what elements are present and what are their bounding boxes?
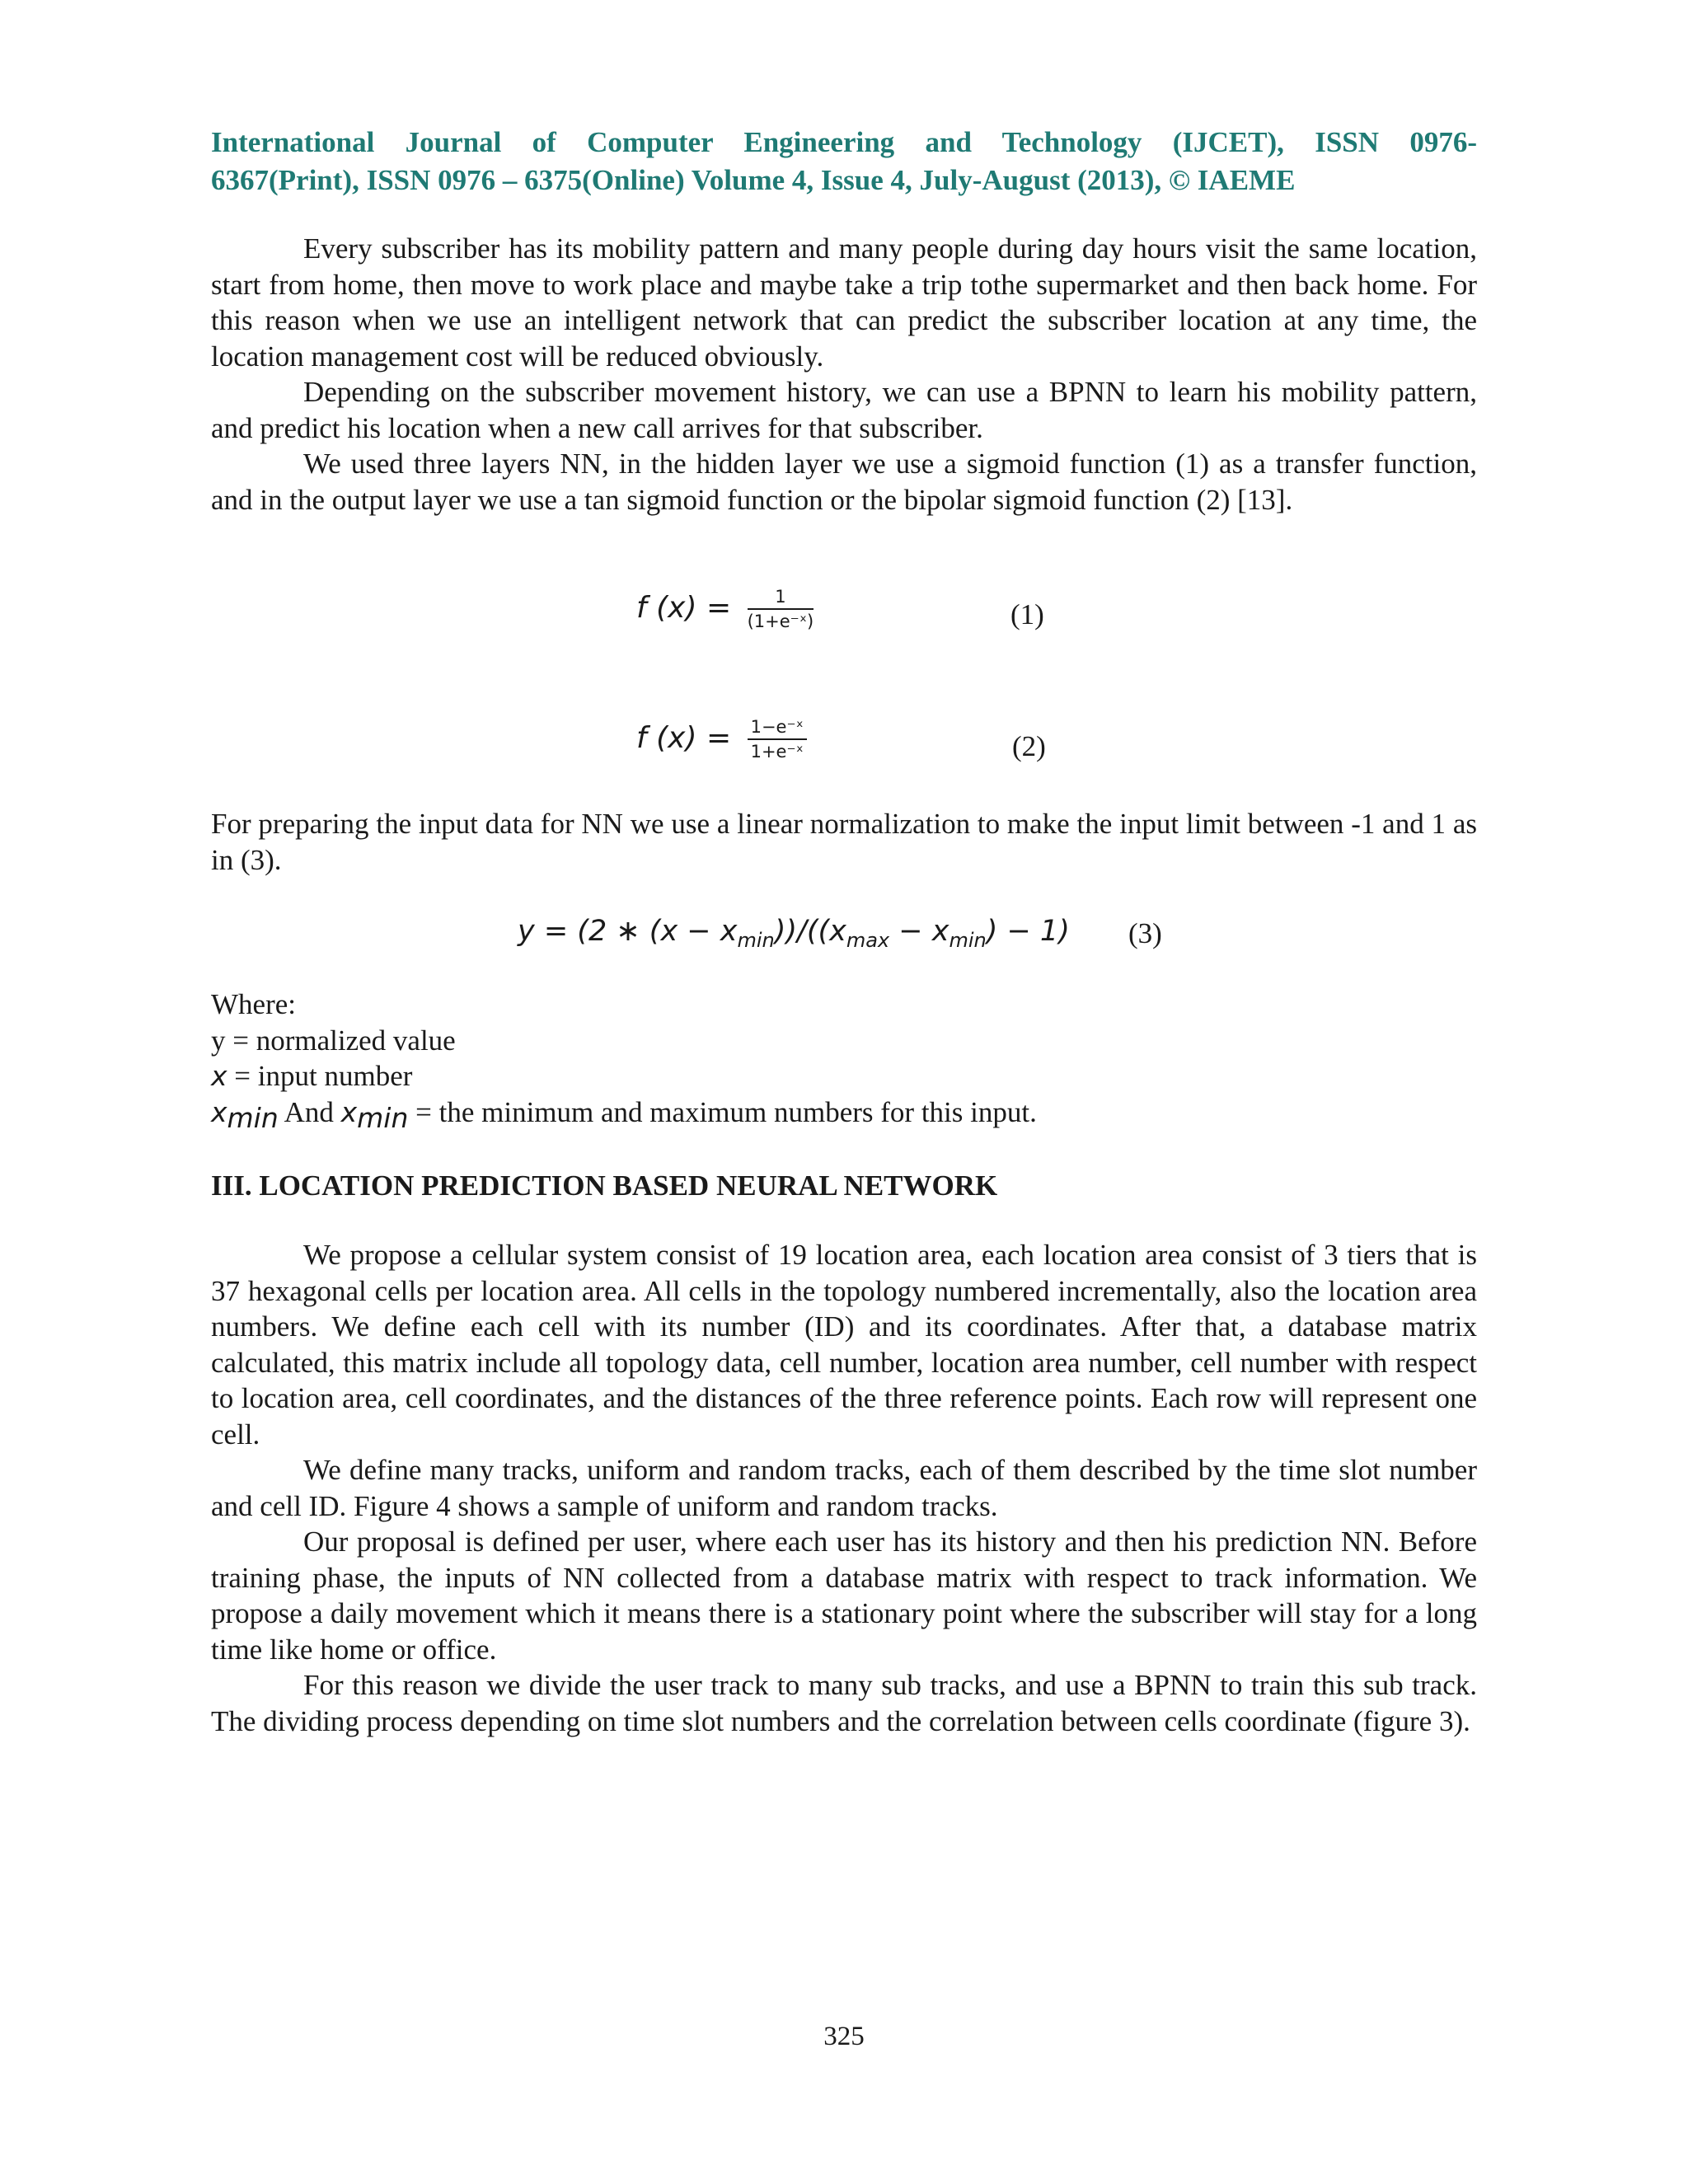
equation-3-sub-min-2: min bbox=[949, 929, 987, 952]
definition-x-text: = input number bbox=[227, 1060, 413, 1092]
equation-1-numerator: 1 bbox=[748, 587, 814, 610]
paragraph-mobility-pattern: Every subscriber has its mobility pattern and many people during day hours visit the same location, start from home, then move to work place and maybe take a trip tothe supermarket and then back home. For this reason when we use an intelligent network that can predict the subscriber location at any time, the location management cost will be reduced obviously. bbox=[211, 232, 1477, 373]
equation-2-number: (2) bbox=[1012, 730, 1046, 762]
equation-1-fraction bbox=[748, 587, 814, 631]
paragraph-bpnn-history: Depending on the subscriber movement history, we can use a BPNN to learn his mobility pattern, and predict his location when a new call arrives for that subscriber. bbox=[211, 376, 1477, 444]
equation-3-sub-min: min bbox=[737, 929, 775, 952]
paragraph-cellular-system: We propose a cellular system consist of 19 location area, each location area consist of 3 tiers that is 37 hexagonal cells per location area. All cells in the topology numbered incrementally, also the location area numbers. We define each cell with its number (ID) and its coordinates. After that, a database matrix calculated, this matrix include all topology data, cell number, location area number, cell number with respect to location area, cell coordinates, and the distances of the three reference points. Each row will represent one cell. bbox=[211, 1239, 1477, 1451]
equation-3-part-d: ) − 1) bbox=[986, 915, 1070, 948]
equation-1 bbox=[636, 587, 814, 631]
paragraph-normalization: For preparing the input data for NN we use a linear normalization to make the input limit between -1 and 1 as in (3). bbox=[211, 808, 1477, 876]
equation-1-denominator: (1+e⁻ˣ) bbox=[747, 612, 814, 631]
definition-xmin-xmax bbox=[211, 1094, 1477, 1137]
equation-3-part-b: ))/((x bbox=[774, 915, 846, 948]
journal-header-line-2: 6367(Print), ISSN 0976 – 6375(Online) Volume 4, Issue 4, July-August (2013), © IAEME bbox=[211, 164, 1296, 196]
equation-2-lhs: f (x) = bbox=[636, 721, 732, 755]
paragraph-sub-tracks: For this reason we divide the user track to many sub tracks, and use a BPNN to train this sub track. The dividing process depending on time slot numbers and the correlation between cells coordinate (figure 3). bbox=[211, 1669, 1477, 1737]
equation-3-sub-max: max bbox=[846, 929, 890, 952]
definition-x bbox=[211, 1058, 1477, 1094]
equation-3 bbox=[518, 915, 1070, 952]
equation-2-fraction bbox=[748, 717, 807, 762]
where-definitions bbox=[211, 987, 1477, 1136]
equation-3-number: (3) bbox=[1128, 917, 1162, 949]
equation-3-part-a: y = (2 ∗ (x − x bbox=[518, 915, 738, 948]
section-body bbox=[211, 1237, 1477, 1739]
page-number: 325 bbox=[823, 2022, 865, 2051]
equation-2 bbox=[636, 717, 807, 762]
definition-y: y = normalized value bbox=[211, 1024, 456, 1057]
equation-1-lhs: f (x) = bbox=[636, 591, 732, 625]
symbol-xmin: x bbox=[211, 1095, 227, 1128]
equation-2-denominator: 1+e⁻ˣ bbox=[750, 742, 804, 762]
paragraph-tracks: We define many tracks, uniform and random tracks, each of them described by the time slot number and cell ID. Figure 4 shows a sample of uniform and random tracks. bbox=[211, 1454, 1477, 1522]
paragraph-three-layers: We used three layers NN, in the hidden layer we use a sigmoid function (1) as a transfer function, and in the output layer we use a tan sigmoid function or the bipolar sigmoid function (2) [13]. bbox=[211, 448, 1477, 516]
section-heading: III. LOCATION PREDICTION BASED NEURAL NETWORK bbox=[211, 1169, 998, 1202]
journal-header-line-1: International Journal of Computer Engineering and Technology (IJCET), ISSN 0976- bbox=[211, 126, 1477, 158]
symbol-xmin-sub: min bbox=[227, 1101, 279, 1134]
where-label: Where: bbox=[211, 988, 296, 1020]
symbol-xmin-2: x bbox=[340, 1095, 358, 1128]
paragraph-proposal: Our proposal is defined per user, where each user has its history and then his prediction NN. Before training phase, the inputs of NN collected from a database matrix with respect to track information. We propose a daily movement which it means there is a stationary point where the subscriber will stay for a long time like home or office. bbox=[211, 1526, 1477, 1666]
symbol-xmin-2-sub: min bbox=[357, 1101, 409, 1134]
normalization-section bbox=[211, 806, 1477, 878]
symbol-x: x bbox=[211, 1060, 227, 1092]
equation-2-numerator: 1−e⁻ˣ bbox=[748, 717, 807, 740]
equation-1-number: (1) bbox=[1010, 598, 1044, 630]
equation-3-part-c: − x bbox=[889, 915, 950, 948]
definition-final-text: = the minimum and maximum numbers for this input. bbox=[408, 1095, 1037, 1128]
definition-and-text: And bbox=[278, 1095, 341, 1128]
journal-header bbox=[211, 124, 1477, 199]
intro-section bbox=[211, 231, 1477, 518]
